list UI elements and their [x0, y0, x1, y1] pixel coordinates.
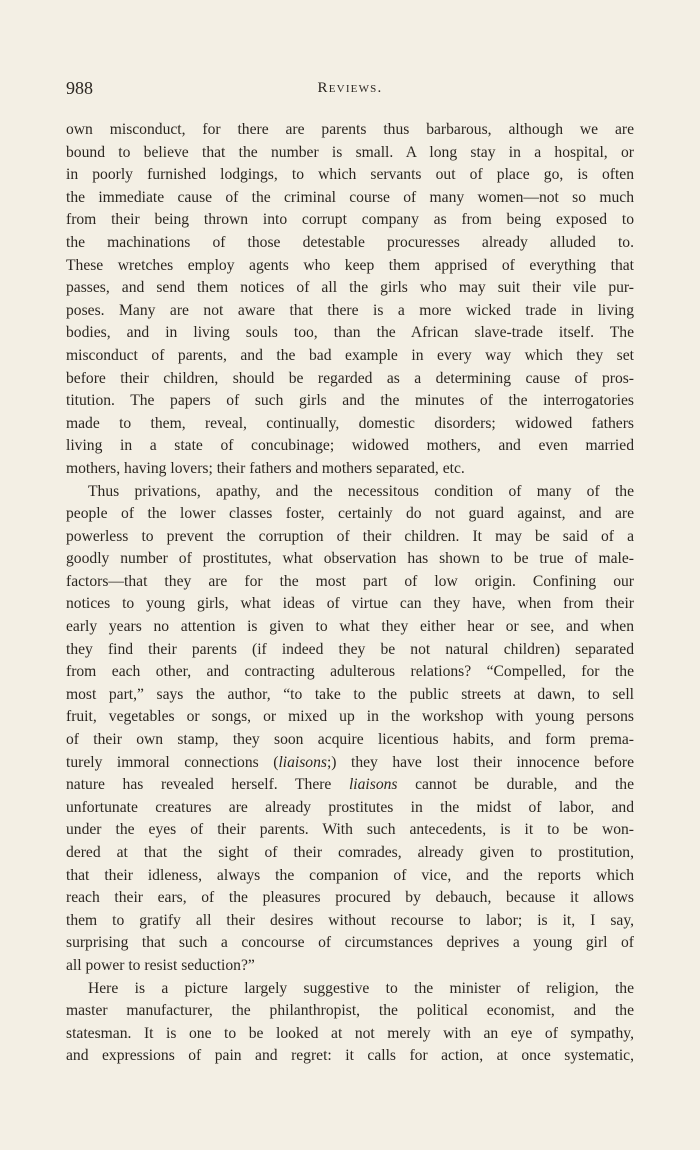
text-line: dered at that the sight of their comrades, already given to prostitution,: [66, 844, 634, 861]
text-line: passes, and send them notices of all the girls who may suit their vile pur-: [66, 279, 634, 297]
text-line: statesman. It is one to be looked at not merely with an eye of sympathy,: [66, 1024, 634, 1042]
text-line: titution. The papers of such girls and the minutes of the interrogatories: [66, 392, 634, 410]
text-line: from each other, and contracting adulterous relations? “Compelled, for the: [66, 663, 634, 681]
text-line: bound to believe that the number is small. A long stay in a hospital, or: [66, 143, 634, 161]
paragraph: [66, 119, 634, 481]
text-line: under the eyes of their parents. With such antecedents, is it to be won-: [66, 821, 634, 839]
text-line: mothers, having lovers; their fathers and mothers separated, etc.: [66, 459, 465, 477]
text-line: that their idleness, always the companion of vice, and the reports which: [66, 866, 634, 884]
text-line: factors—that they are for the most part of low origin. Confining our: [66, 572, 634, 590]
text-line: Here is a picture largely suggestive to the minister of religion, the: [88, 979, 634, 997]
text-line: and expressions of pain and regret: it calls for action, at once systematic,: [66, 1047, 634, 1065]
text-line: most part,” says the author, “to take to the public streets at dawn, to sell: [66, 685, 634, 703]
page-header: [66, 78, 634, 100]
text-line: reach their ears, of the pleasures procured by debauch, because it allows: [66, 889, 634, 907]
running-head: Reviews.: [317, 80, 383, 96]
text-line: bodies, and in living souls too, than the African slave-trade itself. The: [66, 324, 634, 342]
text-line: own misconduct, for there are parents thus barbarous, although we are: [66, 121, 634, 138]
text-line: the immediate cause of the criminal course of many women—not so much: [66, 188, 634, 206]
text-line: living in a state of concubinage; widowed mothers, and even married: [66, 437, 634, 455]
text-line: of their own stamp, they soon acquire licentious habits, and form prema-: [66, 731, 634, 749]
text-line: the machinations of those detestable procuresses already alluded to.: [66, 233, 634, 251]
text-line: fruit, vegetables or songs, or mixed up in the workshop with young persons: [66, 708, 634, 726]
text-line: poses. Many are not aware that there is a more wicked trade in living: [66, 301, 634, 319]
text-line: in poorly furnished lodgings, to which servants out of place go, is often: [66, 166, 634, 184]
text-line: made to them, reveal, continually, domestic disorders; widowed fathers: [66, 414, 634, 432]
text-line: misconduct of parents, and the bad example in every way which they set: [66, 346, 634, 364]
text-line: unfortunate creatures are already prostitutes in the midst of labor, and: [66, 798, 634, 816]
text-line: nature has revealed herself. There liaisons cannot be durable, and the: [66, 776, 634, 794]
text-line: notices to young girls, what ideas of virtue can they have, when from their: [66, 595, 634, 613]
text-line: people of the lower classes foster, certainly do not guard against, and are: [66, 505, 634, 523]
text-line: turely immoral connections (liaisons;) they have lost their innocence before: [66, 753, 634, 771]
page-number: 988: [66, 78, 93, 98]
text-line: These wretches employ agents who keep them apprised of everything that: [66, 256, 634, 274]
body-text: [66, 119, 634, 1068]
text-line: early years no attention is given to what they either hear or see, and when: [66, 618, 634, 636]
text-line: all power to resist seduction?”: [66, 956, 255, 974]
text-line: surprising that such a concourse of circumstances deprives a young girl of: [66, 934, 634, 952]
text-line: goodly number of prostitutes, what observation has shown to be true of male-: [66, 550, 634, 568]
text-line: master manufacturer, the philanthropist, the political economist, and the: [66, 1002, 634, 1020]
text-line: powerless to prevent the corruption of their children. It may be said of a: [66, 527, 634, 545]
text-line: Thus privations, apathy, and the necessitous condition of many of the: [88, 482, 634, 500]
text-line: from their being thrown into corrupt company as from being exposed to: [66, 211, 634, 229]
text-line: they find their parents (if indeed they be not natural children) separated: [66, 640, 634, 658]
paragraph: [66, 481, 634, 978]
paragraph: [66, 978, 634, 1068]
text-line: before their children, should be regarded as a determining cause of pros-: [66, 369, 634, 387]
text-line: them to gratify all their desires without recourse to labor; is it, I say,: [66, 911, 634, 929]
